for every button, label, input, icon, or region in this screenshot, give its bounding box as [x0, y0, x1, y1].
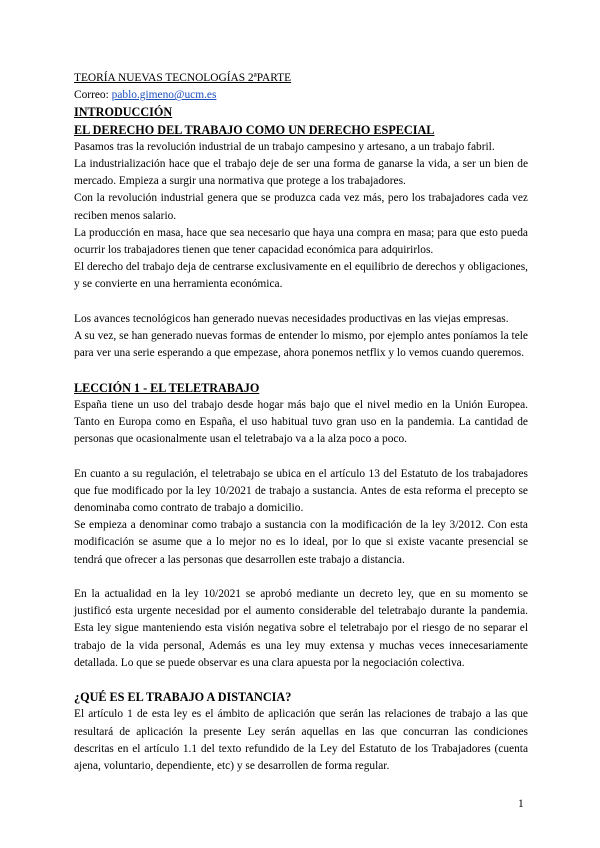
intro-paragraph-4: La producción en masa, hace que sea necesario que haya una compra en masa; para que esto pueda ocurrir los trabajadores tienen que tener capacidad económica para adquirirlos.	[74, 226, 528, 257]
lesson-paragraph-1: España tiene un uso del trabajo desde hogar más bajo que el nivel medio en la Unión Europea. Tanto en Europa como en España, el uso habitual tuvo gran uso en la pandemia. La cantidad de personas que ocasionalmente usan el teletrabajo va a la alza poco a poco.	[74, 398, 528, 446]
question-heading: ¿QUÉ ES EL TRABAJO A DISTANCIA?	[74, 690, 292, 705]
intro-paragraph-2: La industrialización hace que el trabajo deje de ser una forma de ganarse la vida, a ser un bien de mercado. Empieza a surgir una normativa que protege a los trabajadores.	[74, 158, 528, 188]
email-link[interactable]: pablo.gimeno@ucm.es	[111, 89, 217, 102]
lesson-paragraph-4: En la actualidad en la ley 10/2021 se aprobó mediante un decreto ley, que en su momento se justificó esta urgente necesidad por el aumento considerable del teletrabajo durante la pandemia. Esta ley sigue manteniendo esta visión negativa sobre el teletrabajo por el riesgo de no separar el trabajo de la vida personal, Además es una ley muy extensa y muchas veces innecesariamente detallada. Lo que se puede observar es una clara apuesta por la negociación colectiva.	[74, 588, 528, 669]
email-label: Correo:	[74, 89, 112, 102]
tech-paragraph-1: Los avances tecnológicos han generado nuevas necesidades productivas en las viejas empresas.	[74, 312, 509, 325]
lesson-heading: LECCIÓN 1 - EL TELETRABAJO	[74, 380, 260, 395]
section-heading: EL DERECHO DEL TRABAJO COMO UN DERECHO ESPECIAL	[74, 122, 435, 137]
spacer	[74, 569, 528, 586]
question-paragraph: El artículo 1 de esta ley es el ámbito de aplicación que serán las relaciones de trabajo a las que resultará de aplicación la presente Ley serán aquellas en las que concurran las condiciones descritas en el artículo 1.1 del texto refundido de la Ley del Estatuto de los Trabajadores (cuenta ajena, voluntario, dependiente, etc) y se desarrollen de forma regular.	[74, 708, 528, 773]
page-number: 1	[518, 798, 524, 810]
email-line	[74, 87, 528, 104]
lesson-paragraph-3: Se empieza a denominar como trabajo a sustancia con la modificación de la ley 3/2012. Con esta modificación se asume que a lo mejor no es lo ideal, por lo que si existe vacante presencial se tendrá que ofrecer a las personas que desarrollen este trabajo a distancia.	[74, 519, 528, 566]
document-page	[74, 70, 528, 775]
intro-paragraph-5: El derecho del trabajo deja de centrarse exclusivamente en el equilibrio de derechos y obligaciones, y se convierte en una herramienta económica.	[74, 261, 528, 291]
intro-heading: INTRODUCCIÓN	[74, 105, 173, 120]
tech-paragraph-2: A su vez, se han generado nuevas formas de entender lo mismo, por ejemplo antes poníamos la tele para ver una serie esperando a que empezase, ahora ponemos netflix y lo vemos cuando queremos.	[74, 330, 528, 360]
spacer	[74, 448, 528, 465]
intro-paragraph-1: Pasamos tras la revolución industrial de un trabajo campesino y artesano, a un trabajo fabril.	[74, 140, 495, 153]
spacer	[74, 672, 528, 689]
lesson-paragraph-2: En cuanto a su regulación, el teletrabajo se ubica en el artículo 13 del Estatuto de los trabajadores que fue modificado por la ley 10/2021 de trabajo a sustancia. Antes de esta reforma el precepto se denominaba como contrato de trabajo a domicilio.	[74, 467, 528, 515]
document-title: TEORÍA NUEVAS TECNOLOGÍAS 2ªPARTE	[74, 72, 292, 84]
intro-paragraph-3: Con la revolución industrial genera que se produzca cada vez más, pero los trabajadores cada vez reciben menos salario.	[74, 192, 528, 222]
spacer	[74, 294, 528, 311]
spacer	[74, 362, 528, 379]
